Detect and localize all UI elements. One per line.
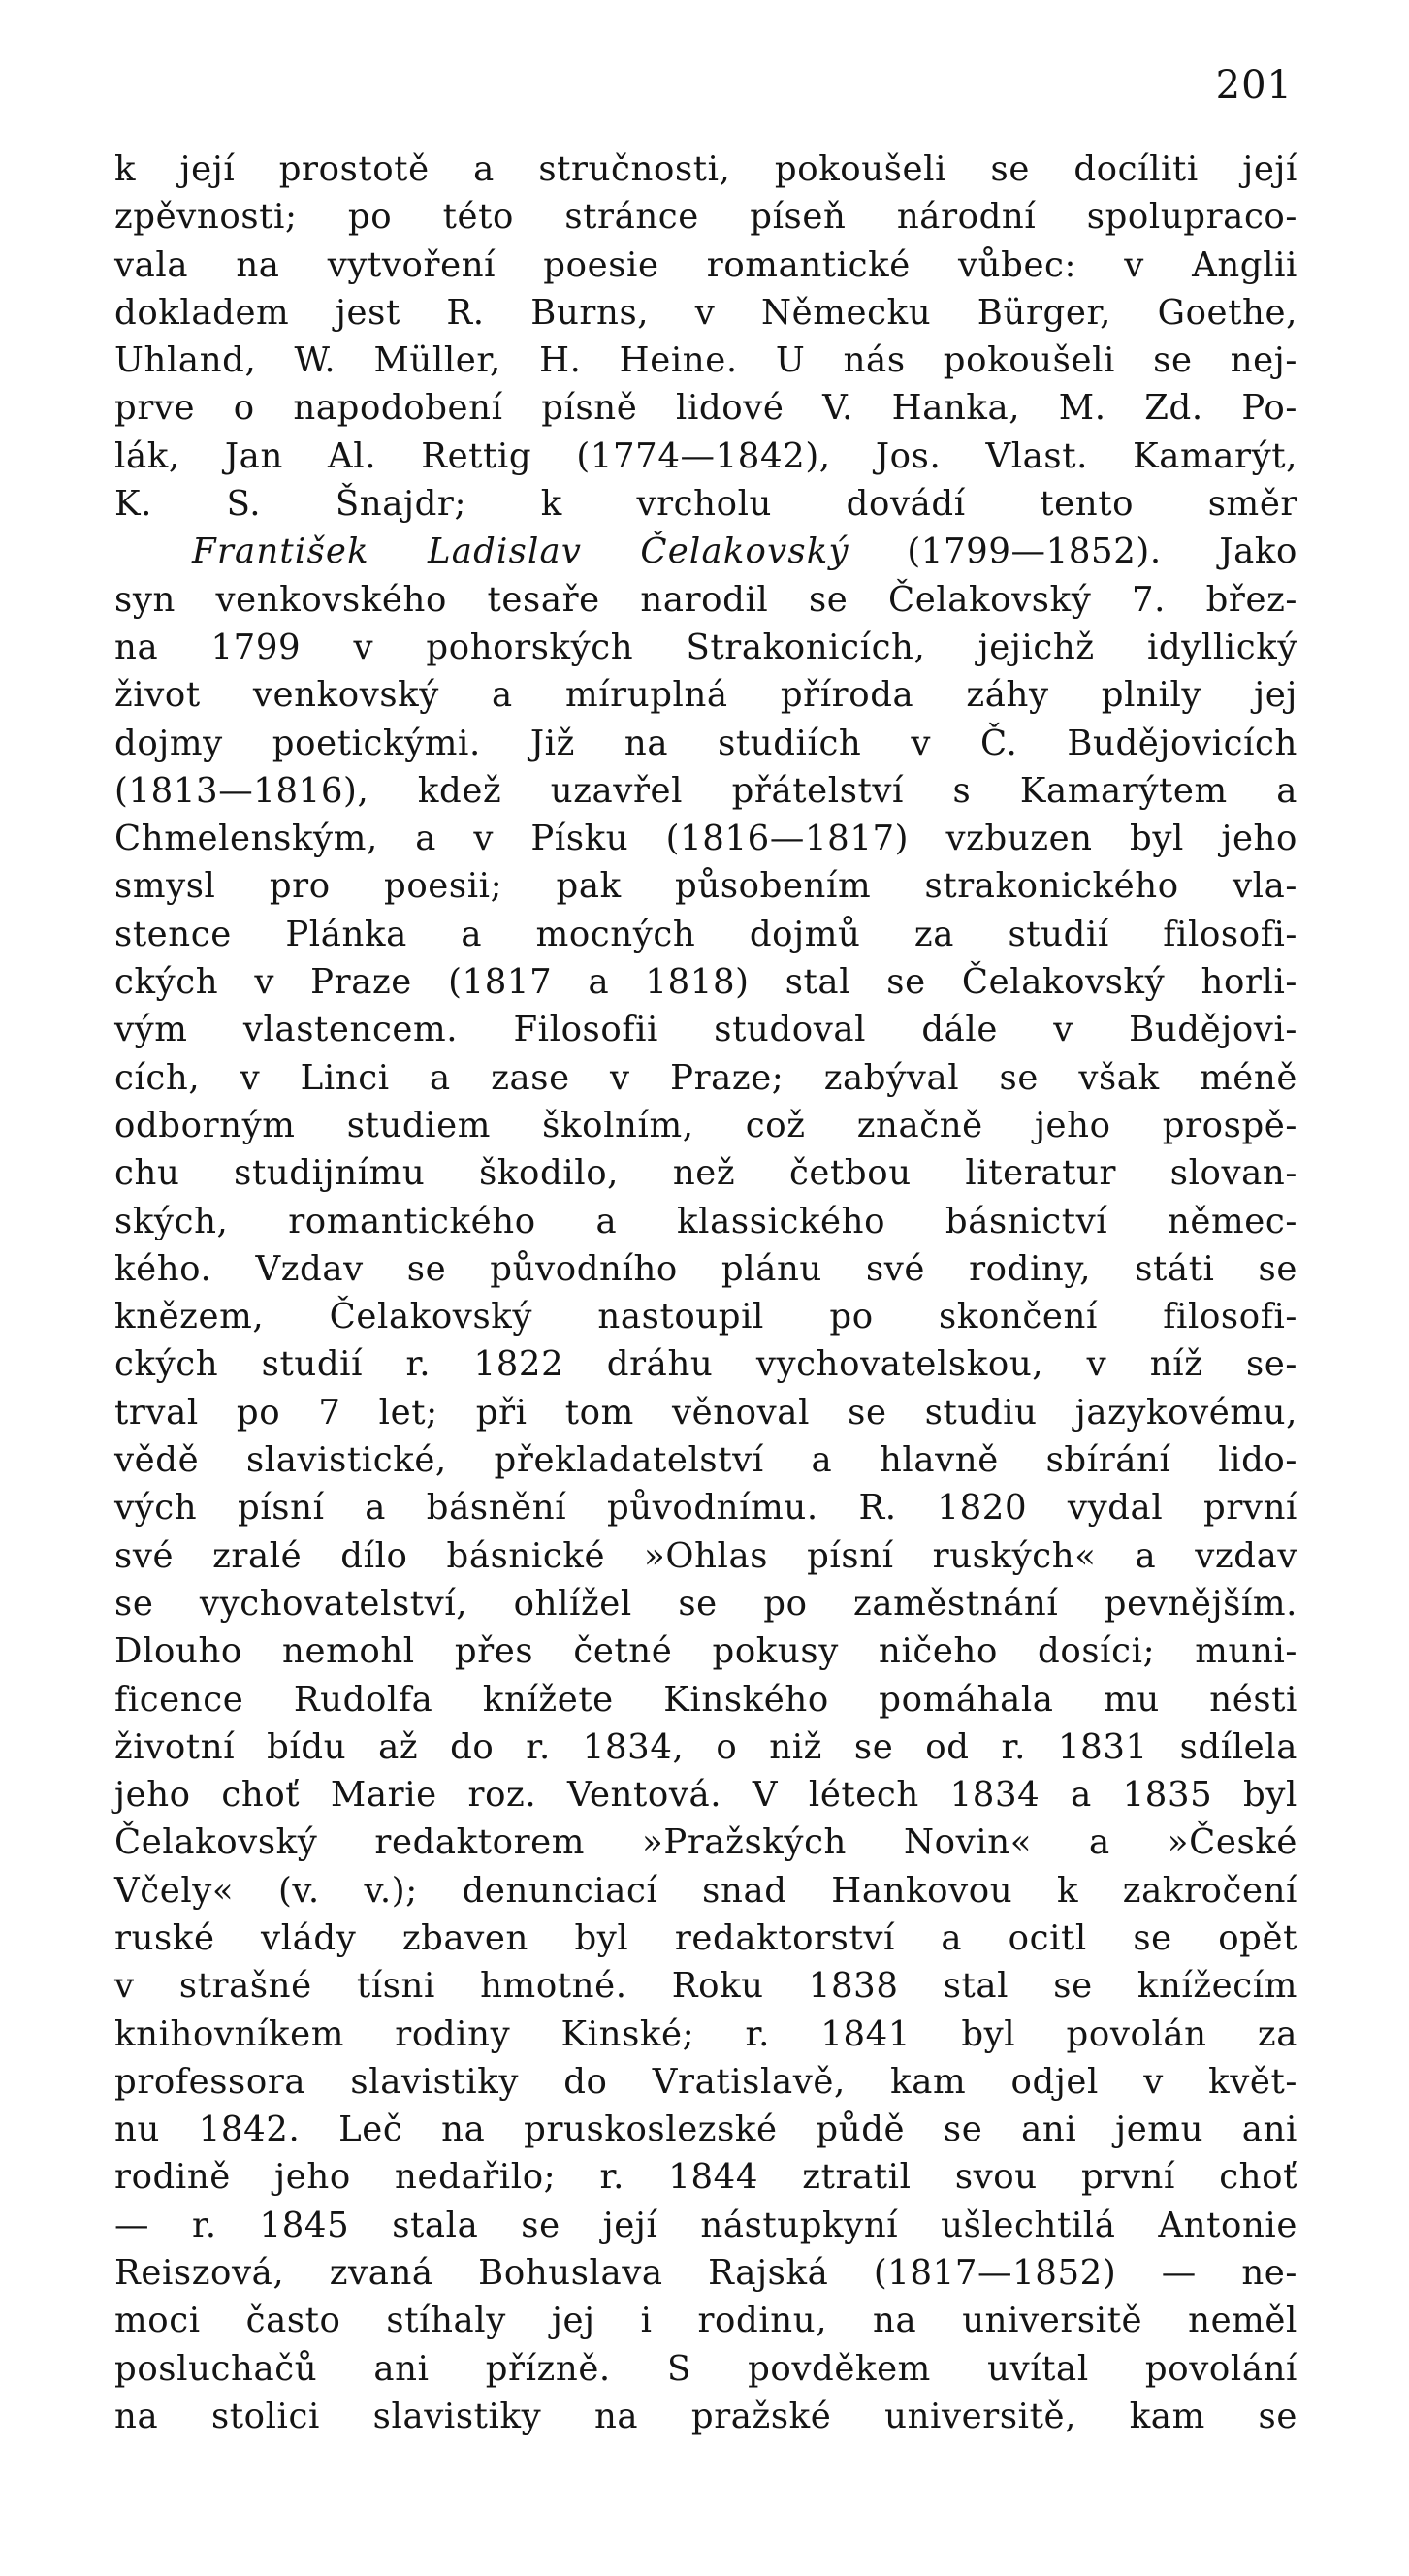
text-line: cích, v Linci a zase v Praze; zabýval se však méně	[114, 1057, 1297, 1098]
text-line: lák, Jan Al. Rettig (1774—1842), Jos. Vlast. Kamarýt,	[114, 435, 1297, 476]
text-line: Reiszová, zvaná Bohuslava Rajská (1817—1852) — ne-	[114, 2253, 1297, 2294]
text-line: zpěvnosti; po této stránce píseň národní spolupraco-	[114, 197, 1297, 238]
text-line: své zralé dílo básnické »Ohlas písní ruských« a vzdav	[114, 1535, 1297, 1576]
text-line: ficence Rudolfa knížete Kinského pomáhala mu nésti	[114, 1679, 1297, 1720]
text-line: syn venkovského tesaře narodil se Čelakovský 7. břez-	[114, 579, 1297, 620]
text-line: moci často stíhaly jej i rodinu, na universitě neměl	[114, 2301, 1297, 2341]
text-line: rodině jeho nedařilo; r. 1844 ztratil svou první choť	[114, 2157, 1297, 2198]
text-line: prve o napodobení písně lidové V. Hanka, M. Zd. Po-	[114, 388, 1297, 429]
text-line: Uhland, W. Müller, H. Heine. U nás pokoušeli se nej-	[114, 340, 1297, 381]
text-line: jeho choť Marie roz. Ventová. V létech 1834 a 1835 byl	[114, 1775, 1297, 1816]
text-line: v strašné tísni hmotné. Roku 1838 stal se knížecím	[114, 1966, 1297, 2007]
line-rest: (1799—1852). Jako	[849, 531, 1297, 572]
text-line: na 1799 v pohorských Strakonicích, jejichž idyllický	[114, 627, 1297, 667]
text-line: ruské vlády zbaven byl redaktorství a ocitl se opět	[114, 1917, 1297, 1958]
text-line: dokladem jest R. Burns, v Německu Bürger, Goethe,	[114, 292, 1297, 333]
text-line: posluchačů ani přízně. S povděkem uvítal povolání	[114, 2348, 1297, 2389]
author-name: František Ladislav Čelakovský	[192, 531, 849, 572]
text-line: kého. Vzdav se původního plánu své rodiny, státi se	[114, 1248, 1297, 1289]
text-line: ckých studií r. 1822 dráhu vychovatelskou, v níž se-	[114, 1344, 1297, 1385]
text-line: vých písní a básnění původnímu. R. 1820 vydal první	[114, 1488, 1297, 1529]
page-number: 201	[1215, 63, 1293, 108]
text-line: k její prostotě a stručnosti, pokoušeli se docíliti její	[114, 149, 1297, 189]
text-line: Včely« (v. v.); denunciací snad Hankovou k zakročení	[114, 1870, 1297, 1911]
text-line: Chmelenským, a v Písku (1816—1817) vzbuzen byl jeho	[114, 819, 1297, 859]
text-line: životní bídu až do r. 1834, o niž se od r. 1831 sdílela	[114, 1726, 1297, 1767]
text-line: Dlouho nemohl přes četné pokusy ničeho dosíci; muni-	[114, 1631, 1297, 1672]
text-line: (1813—1816), kdež uzavřel přátelství s Kamarýtem a	[114, 770, 1297, 811]
body-text	[114, 145, 1297, 2440]
text-line: vala na vytvoření poesie romantické vůbec: v Anglii	[114, 244, 1297, 285]
text-line: — r. 1845 stala se její nástupkyní ušlechtilá Antonie	[114, 2205, 1297, 2245]
text-line: odborným studiem školním, což značně jeho prospě-	[114, 1105, 1297, 1145]
text-line: chu studijnímu škodilo, než četbou literatur slovan-	[114, 1153, 1297, 1194]
text-line: knězem, Čelakovský nastoupil po skončení filosofi-	[114, 1297, 1297, 1337]
text-line: ckých v Praze (1817 a 1818) stal se Čelakovský horli-	[114, 962, 1297, 1003]
text-line: dojmy poetickými. Již na studiích v Č. Budějovicích	[114, 723, 1297, 763]
text-line	[114, 528, 1297, 575]
text-line: professora slavistiky do Vratislavě, kam odjel v květ-	[114, 2061, 1297, 2102]
text-line: smysl pro poesii; pak působením strakonického vla-	[114, 866, 1297, 907]
text-line: život venkovský a míruplná příroda záhy plnily jej	[114, 675, 1297, 716]
text-line: vědě slavistické, překladatelství a hlavně sbírání lido-	[114, 1440, 1297, 1481]
text-line: nu 1842. Leč na pruskoslezské půdě se ani jemu ani	[114, 2109, 1297, 2150]
text-line: na stolici slavistiky na pražské universitě, kam se	[114, 2396, 1297, 2436]
text-line: K. S. Šnajdr; k vrcholu dovádí tento směr	[114, 484, 1297, 525]
text-line: vým vlastencem. Filosofii studoval dále v Budějovi-	[114, 1010, 1297, 1050]
text-line: ských, romantického a klassického básnictví němec-	[114, 1201, 1297, 1241]
text-line: se vychovatelství, ohlížel se po zaměstnání pevnějším.	[114, 1583, 1297, 1624]
text-line: trval po 7 let; při tom věnoval se studiu jazykovému,	[114, 1392, 1297, 1433]
text-line: Čelakovský redaktorem »Pražských Novin« a »České	[114, 1822, 1297, 1863]
text-line: stence Plánka a mocných dojmů za studií filosofi-	[114, 914, 1297, 954]
text-line: knihovníkem rodiny Kinské; r. 1841 byl povolán za	[114, 2013, 1297, 2054]
